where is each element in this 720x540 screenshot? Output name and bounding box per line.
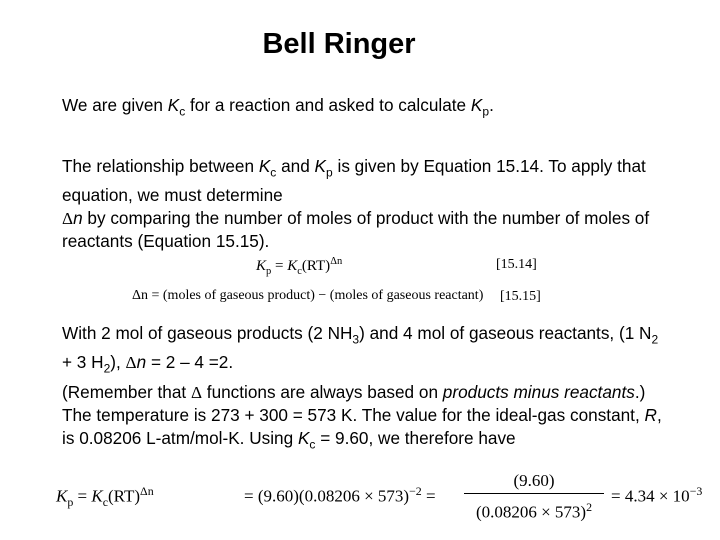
final-lhs: $K_p = K_c(RT)^{\Delta n}$ xyxy=(56,484,154,510)
final-middle: = $(9.60)(0.08206 \times 573)^{-2}$ = xyxy=(244,484,436,506)
equation-number-15-14: [15.14] xyxy=(496,257,537,272)
equation-15-14: $K_p = K_c(RT)^{\Delta n}$ xyxy=(256,256,343,277)
final-calculation xyxy=(56,470,703,526)
slide-title: Bell Ringer xyxy=(262,28,416,60)
paragraph-relationship: The relationship between $K_c$ and $K_p$ is given by Equation 15.14. To apply that equation, we must determine Δn by comparing the number of moles of product with the number of moles of reactants (Equation 15.15). xyxy=(62,156,650,252)
fraction-bar xyxy=(464,493,604,494)
fraction-denominator: $(0.08206 \times 573)^2$ xyxy=(475,500,593,522)
equation-15-15: Δn = (moles of gaseous product) − (moles of gaseous reactant) xyxy=(132,288,484,303)
equation-number-15-15: [15.15] xyxy=(500,289,541,304)
paragraph-given: We are given $K_c$ for a reaction and asked to calculate $K_p$. xyxy=(62,95,494,119)
final-fraction xyxy=(464,470,604,524)
fraction-numerator: (9.60) xyxy=(513,471,555,490)
final-result: = $4.34 \times 10^{-3}$ xyxy=(611,484,703,506)
paragraph-calculation: With 2 mol of gaseous products (2 $NH_3$) and 4 mol of gaseous reactants, (1 $N_2 + 3$ $H_2$), Δn = 2 – 4 =2. (Remember that Δ functions are always based on products minus reactants.) The temperature is 273 + 300 = 573 K. The value for the ideal-gas constant, R, is 0.08206 L-atm/mol-K. Using $K_c = 9.60$, we therefore have xyxy=(62,323,662,452)
